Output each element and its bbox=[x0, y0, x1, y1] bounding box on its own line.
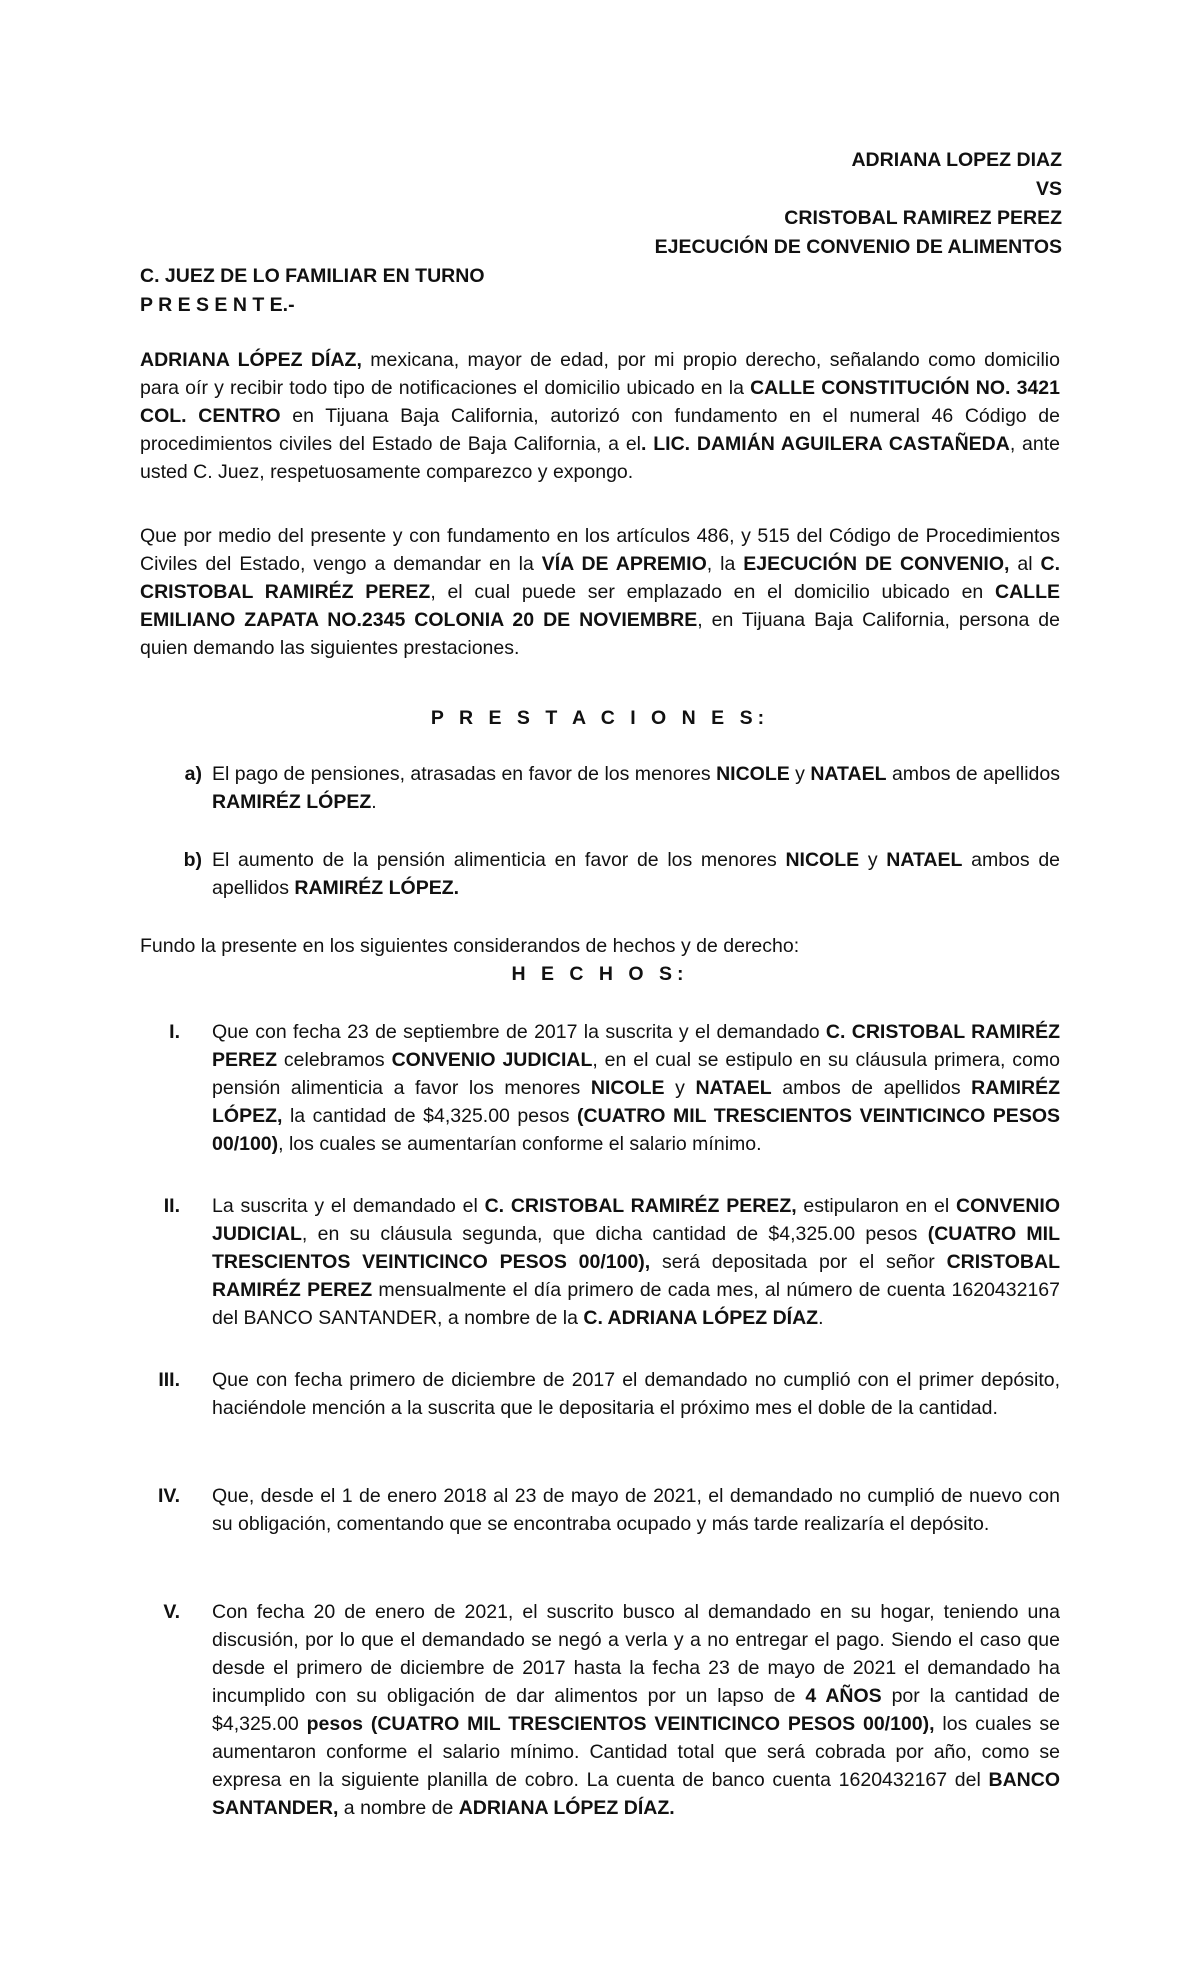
list-item-text: Con fecha 20 de enero de 2021, el suscrito busco al demandado en su hogar, teniendo una discusión, por lo que el demandado se negó a verla y a no entregar el pago. Siendo el caso que desde el primero de diciembre de 2017 hasta la fecha 23 de mayo de 2021 el demandado ha incumplido con su obligación de dar alimentos por un lapso de 4 AÑOS por la cantidad de $4,325.00 pesos (CUATRO MIL TRESCIENTOS VEINTICINCO PESOS 00/100), los cuales se aumentaron conforme el salario mínimo. Cantidad total que será cobrada por año, como se expresa en la siguiente planilla de cobro. La cuenta de banco cuenta 1620432167 del BANCO SANTANDER, a nombre de ADRIANA LÓPEZ DÍAZ. bbox=[212, 1601, 1061, 1819]
list-marker: a) bbox=[184, 763, 202, 785]
list-marker: II. bbox=[163, 1195, 180, 1217]
addressee-judge: C. JUEZ DE LO FAMILIAR EN TURNO bbox=[140, 265, 485, 287]
case-header-subject: EJECUCIÓN DE CONVENIO DE ALIMENTOS bbox=[654, 236, 1062, 258]
list-marker: I. bbox=[169, 1021, 180, 1043]
list-item-text: La suscrita y el demandado el C. CRISTOBAL RAMIRÉZ PEREZ, estipularon en el CONVENIO JUDICIAL, en su cláusula segunda, que dicha cantidad de $4,325.00 pesos (CUATRO MIL TRESCIENTOS VEINTICINCO PESOS 00/100), será depositada por el señor CRISTOBAL RAMIRÉZ PEREZ mensualmente el día primero de cada mes, al número de cuenta 1620432167 del BANCO SANTANDER, a nombre de la C. ADRIANA LÓPEZ DÍAZ. bbox=[212, 1195, 1060, 1329]
addressee bbox=[140, 262, 485, 320]
case-header bbox=[655, 146, 1062, 262]
list-item-text: Que con fecha primero de diciembre de 2017 el demandado no cumplió con el primer depósito, haciéndole mención a la suscrita que le depositaria el próximo mes el doble de la cantidad. bbox=[212, 1369, 1060, 1419]
list-item-text: Que, desde el 1 de enero 2018 al 23 de mayo de 2021, el demandado no cumplió de nuevo con su obligación, comentando que se encontraba ocupado y más tarde realizaría el depósito. bbox=[212, 1485, 1060, 1535]
case-header-vs: VS bbox=[1035, 178, 1062, 200]
list-marker: IV. bbox=[157, 1485, 180, 1507]
case-header-defendant: CRISTOBAL RAMIREZ PEREZ bbox=[784, 207, 1062, 229]
fundo-line: Fundo la presente en los siguientes considerandos de hechos y de derecho: bbox=[140, 935, 800, 957]
list-item-text: Que con fecha 23 de septiembre de 2017 la suscrita y el demandado C. CRISTOBAL RAMIRÉZ PEREZ celebramos CONVENIO JUDICIAL, en el cual se estipulo en su cláusula primera, como pensión alimenticia a favor los menores NICOLE y NATAEL ambos de apellidos RAMIRÉZ LÓPEZ, la cantidad de $4,325.00 pesos (CUATRO MIL TRESCIENTOS VEINTICINCO PESOS 00/100), los cuales se aumentarían conforme el salario mínimo. bbox=[212, 1021, 1060, 1155]
list-marker: III. bbox=[158, 1369, 180, 1391]
hechos-title: H E C H O S: bbox=[511, 963, 689, 985]
list-item-text: El aumento de la pensión alimenticia en favor de los menores NICOLE y NATAEL ambos de apellidos RAMIRÉZ LÓPEZ. bbox=[212, 849, 1061, 899]
list-marker: V. bbox=[163, 1601, 180, 1623]
intro-paragraph: ADRIANA LÓPEZ DÍAZ, mexicana, mayor de edad, por mi propio derecho, señalando como domicilio para oír y recibir todo tipo de notificaciones el domicilio ubicado en la CALLE CONSTITUCIÓN NO. 3421 COL. CENTRO en Tijuana Baja California, autorizó con fundamento en el numeral 46 Código de procedimientos civiles del Estado de Baja California, a el. LIC. DAMIÁN AGUILERA CASTAÑEDA, ante usted C. Juez, respetuosamente comparezco y expongo. bbox=[140, 349, 1061, 483]
list-marker: b) bbox=[183, 849, 202, 871]
addressee-presente: P R E S E N T E.- bbox=[140, 294, 295, 316]
list-item-text: El pago de pensiones, atrasadas en favor de los menores NICOLE y NATAEL ambos de apellidos RAMIRÉZ LÓPEZ. bbox=[212, 763, 1060, 813]
case-header-plaintiff: ADRIANA LOPEZ DIAZ bbox=[851, 149, 1062, 171]
prestaciones-title: P R E S T A C I O N E S: bbox=[430, 707, 770, 729]
demand-paragraph: Que por medio del presente y con fundamento en los artículos 486, y 515 del Código de Procedimientos Civiles del Estado, vengo a demandar en la VÍA DE APREMIO, la EJECUCIÓN DE CONVENIO, al C. CRISTOBAL RAMIRÉZ PEREZ, el cual puede ser emplazado en el domicilio ubicado en CALLE EMILIANO ZAPATA NO.2345 COLONIA 20 DE NOVIEMBRE, en Tijuana Baja California, persona de quien demando las siguientes prestaciones. bbox=[140, 525, 1060, 659]
